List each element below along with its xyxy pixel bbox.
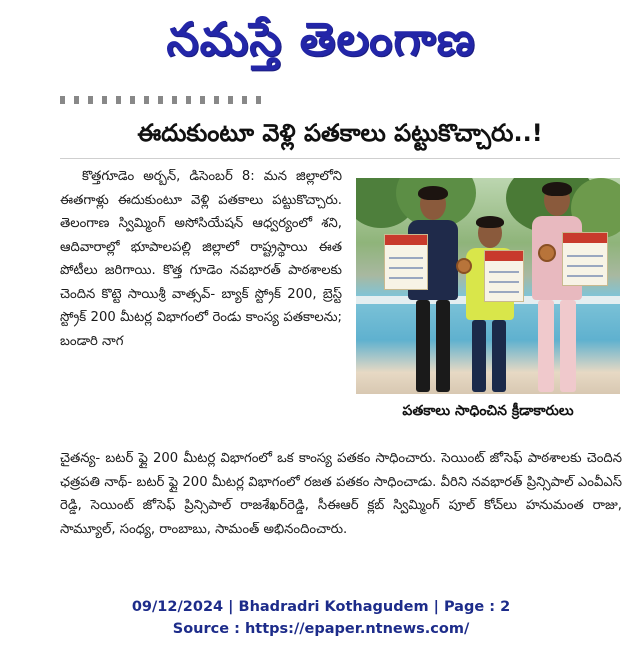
article-photo [356,178,620,394]
article-column [60,165,342,353]
article-continued-text: చైతన్య- బటర్ ఫ్లై 200 మీటర్ల విభాగంలో ఒక కాంస్య పతకం సాధించారు. సెయింట్ జోసెఫ్ పాఠశాలకు చెందిన ఛత్రపతి నాథ్- బటర్ ఫ్లై 200 మీటర్ల విభాగంలో రజత పతకం సాధించాడు. వీరిని నవభారత్ ప్రిన్సిపాల్ ఎంవీఎస్ రెడ్డి, సెయింట్ జోసెఫ్ ప్రిన్సిపాల్ రాజశేఖర్‌రెడ్డి, సీఈఆర్ క్లబ్ స్విమ్మింగ్ పూల్ కోచ్‌లు హనుమంత రాజు, సామ్యూల్, సంధ్య, రాంబాబు, సామంత్ అభినందించారు. [60,451,622,537]
footer-source-link[interactable]: Source : https://epaper.ntnews.com/ [172,621,470,637]
swimmer-left [406,188,466,394]
faded-text-strip [60,96,270,104]
certificate-middle [484,250,524,302]
newspaper-masthead: నమస్తే తెలంగాణ [166,12,476,66]
article-full-width-text [60,447,622,541]
photo-caption: పతకాలు సాధించిన క్రీడాకారులు [402,403,574,419]
certificate-right [562,232,608,286]
certificate-left [384,234,428,290]
swimmer-right [528,184,586,394]
article-column-text: కొత్తగూడెం అర్బన్, డిసెంబర్ 8: మన జిల్లాలోని ఈతగాళ్లు ఈదుకుంటూ వెళ్లి పతకాలు పట్టుకొచ్చారు. తెలంగాణ స్విమ్మింగ్ అసోసియేషన్ ఆధ్వర్యంలో శని, ఆదివారాల్లో భూపాలపల్లి జిల్లాలో రాష్ట్రస్థాయి ఈత పోటీలు జరిగాయి. కొత్త గూడెం నవభారత్ పాఠశాలకు చెందిన కొట్టె సాయిశ్రీ వాత్సవ్- బ్యాక్ స్ట్రోక్ 200, బ్రెస్ట్ స్ట్రోక్ 200 మీటర్ల విభాగంలో రెండు కాంస్య పతకాలను; బండారి నాగ [60,169,342,349]
headline-divider [60,158,620,159]
medal-icon [538,244,556,262]
swimmer-middle [464,218,520,394]
footer [0,596,642,640]
footer-date-edition: 09/12/2024 | Bhadradri Kothagudem | Page : 2 [131,599,511,615]
article-headline: ఈదుకుంటూ వెళ్లి పతకాలు పట్టుకొచ్చారు..! [137,119,543,147]
medal-icon [456,258,472,274]
